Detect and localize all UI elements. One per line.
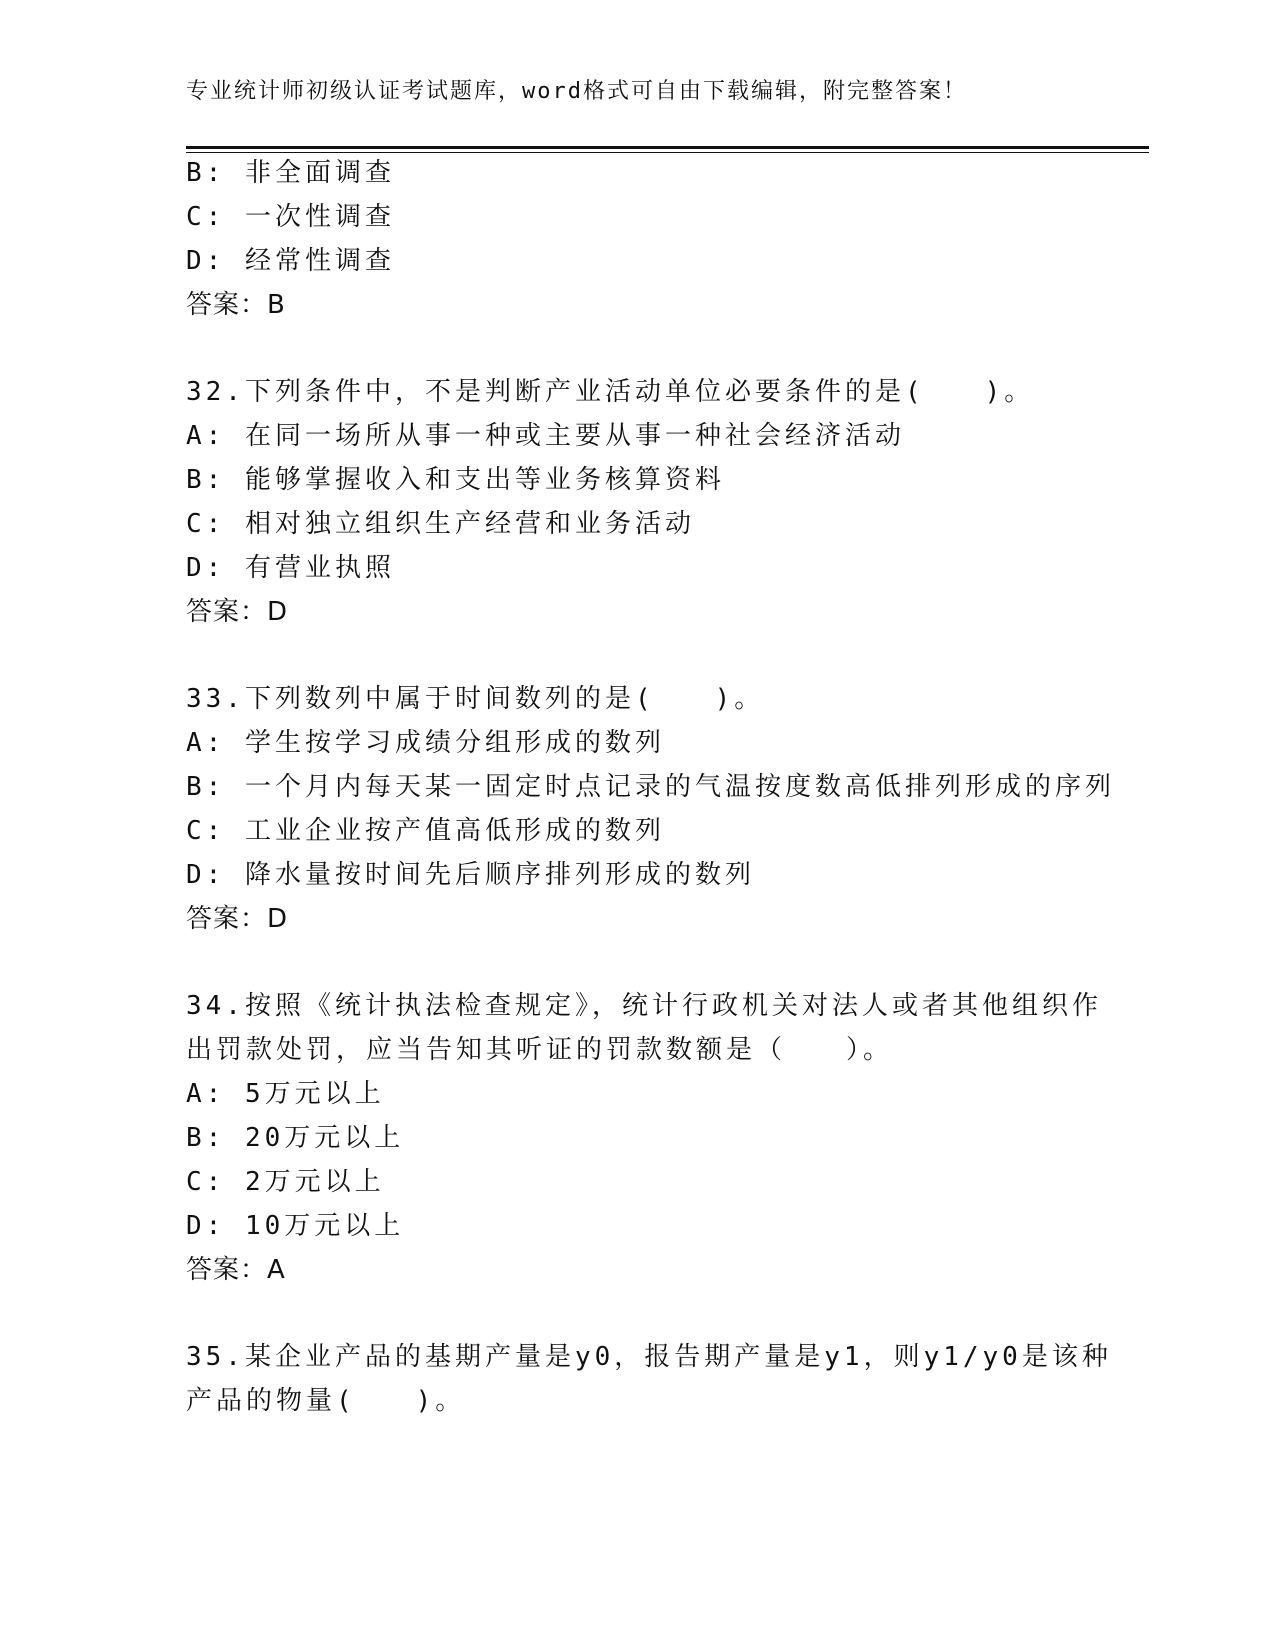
option-b: B: 一个月内每天某一固定时点记录的气温按度数高低排列形成的序列	[186, 772, 1115, 802]
question-stem: 33.下列数列中属于时间数列的是( )。	[186, 684, 765, 714]
option-c: C: 相对独立组织生产经营和业务活动	[186, 509, 695, 539]
option-d: D: 有营业执照	[186, 553, 395, 583]
option-d: D: 降水量按时间先后顺序排列形成的数列	[186, 860, 755, 890]
answer: 答案：A	[186, 1255, 286, 1285]
option-a: A: 在同一场所从事一种或主要从事一种社会经济活动	[186, 421, 905, 451]
option-c: C: 2万元以上	[186, 1167, 385, 1197]
document-header: 专业统计师初级认证考试题库，word格式可自由下载编辑，附完整答案！	[186, 79, 967, 104]
option-b: B: 20万元以上	[186, 1123, 405, 1153]
question-stem-line-2: 产品的物量( )。	[186, 1386, 466, 1416]
option-a: A: 5万元以上	[186, 1079, 385, 1109]
option-b: B: 能够掌握收入和支出等业务核算资料	[186, 465, 725, 495]
option-d: D: 10万元以上	[186, 1211, 405, 1241]
answer: 答案：B	[186, 290, 286, 320]
option-c: C: 一次性调查	[186, 202, 395, 232]
question-stem-line-2: 出罚款处罚，应当告知其听证的罚款数额是（ ）。	[186, 1035, 894, 1065]
option-d: D: 经常性调查	[186, 246, 395, 276]
answer: 答案：D	[186, 904, 289, 934]
option-a: A: 学生按学习成绩分组形成的数列	[186, 728, 665, 758]
header-rule-thick	[186, 146, 1149, 149]
answer: 答案：D	[186, 597, 289, 627]
question-stem: 32.下列条件中，不是判断产业活动单位必要条件的是( )。	[186, 377, 1035, 407]
option-b: B: 非全面调查	[186, 158, 395, 188]
question-stem-line-1: 35.某企业产品的基期产量是y0，报告期产量是y1，则y1/y0是该种	[186, 1342, 1112, 1372]
option-c: C: 工业企业按产值高低形成的数列	[186, 816, 665, 846]
header-rule-thin	[186, 152, 1149, 153]
question-stem-line-1: 34.按照《统计执法检查规定》，统计行政机关对法人或者其他组织作	[186, 991, 1102, 1021]
